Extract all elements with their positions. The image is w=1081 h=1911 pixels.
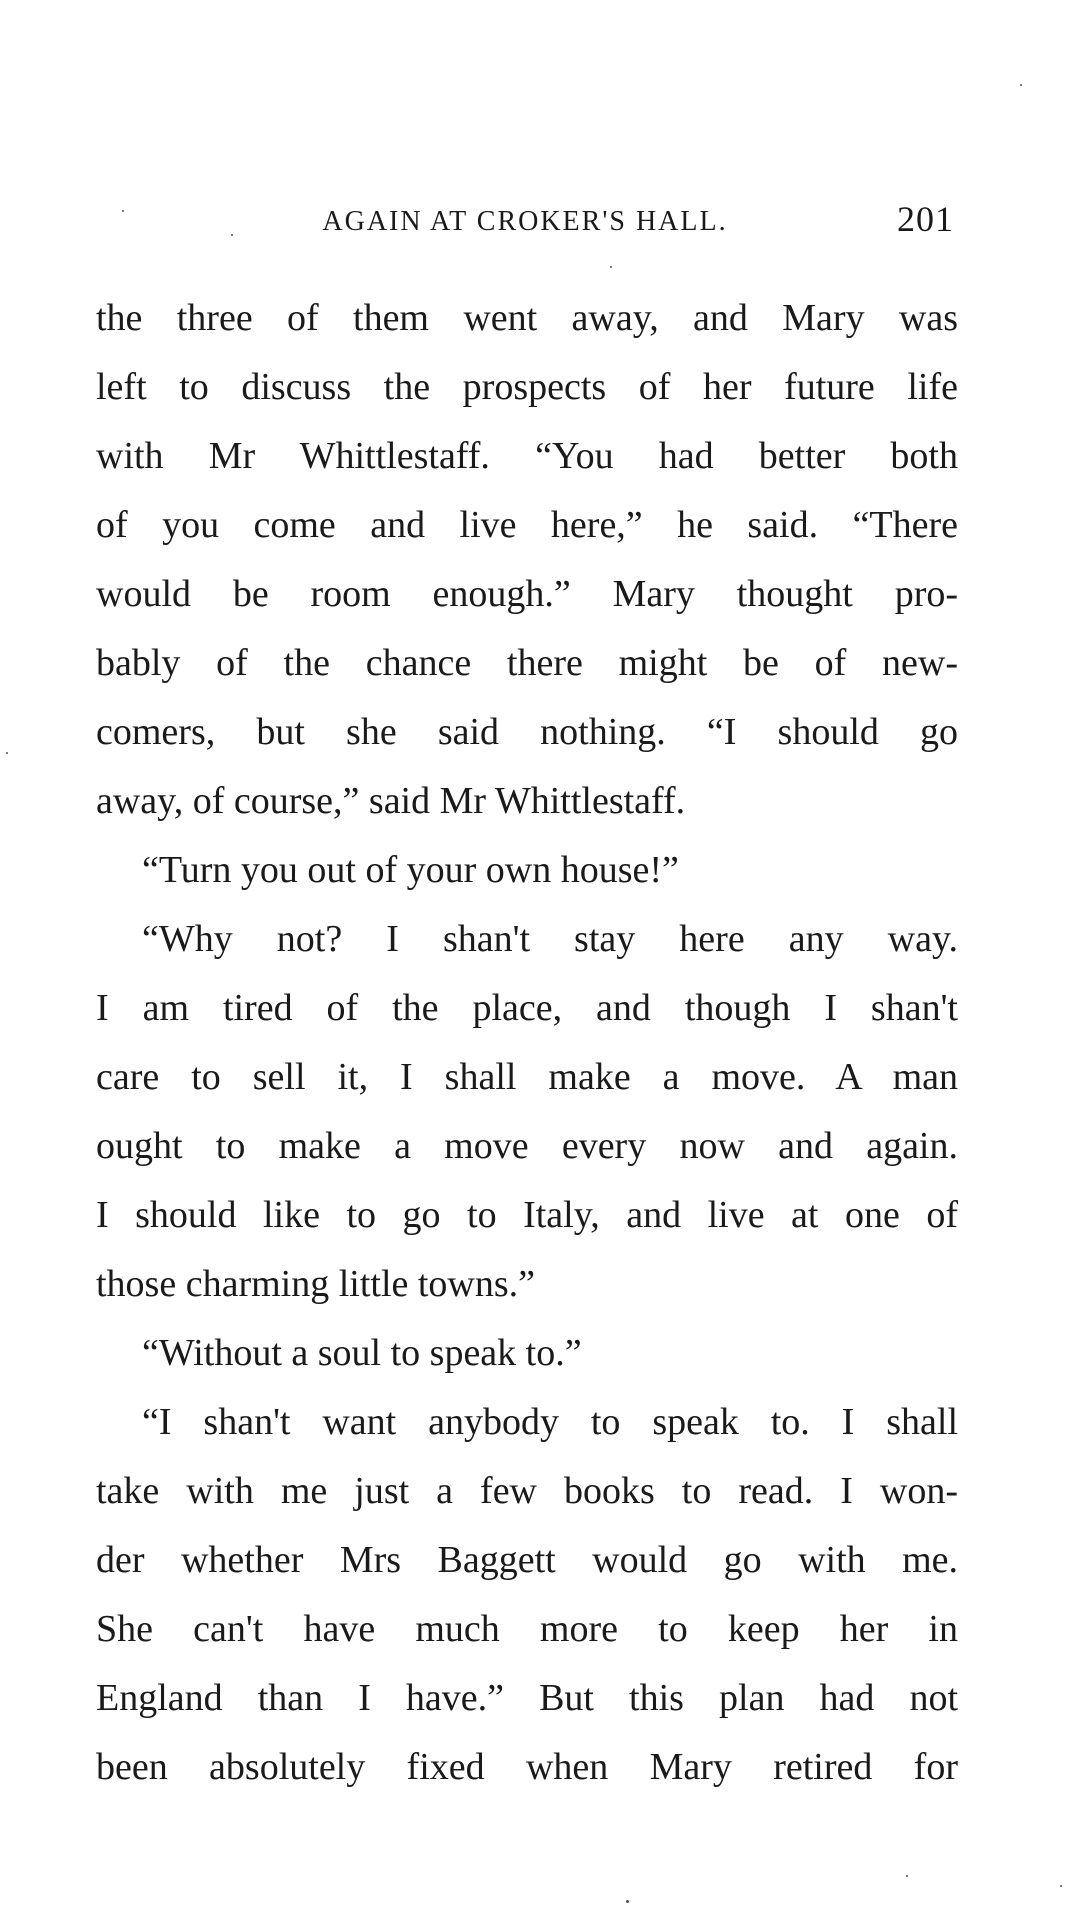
text-line: I should like to go to Italy, and live at one of bbox=[96, 1194, 958, 1236]
running-head bbox=[96, 198, 954, 248]
text-line: the three of them went away, and Mary was bbox=[96, 297, 958, 339]
text-line: “I shan't want anybody to speak to. I shall bbox=[142, 1401, 958, 1443]
text-line: take with me just a few books to read. I won- bbox=[96, 1470, 958, 1512]
text-line: comers, but she said nothing. “I should go bbox=[96, 711, 958, 753]
text-line: der whether Mrs Baggett would go with me. bbox=[96, 1539, 958, 1581]
text-line: left to discuss the prospects of her future life bbox=[96, 366, 958, 408]
text-line: ought to make a move every now and again. bbox=[96, 1125, 958, 1167]
text-line: She can't have much more to keep her in bbox=[96, 1608, 958, 1650]
text-line: England than I have.” But this plan had not bbox=[96, 1677, 958, 1719]
page-number: 201 bbox=[897, 199, 954, 239]
text-line: bably of the chance there might be of new- bbox=[96, 642, 958, 684]
text-line: of you come and live here,” he said. “There bbox=[96, 504, 958, 546]
text-line: I am tired of the place, and though I shan't bbox=[96, 987, 958, 1029]
text-line: care to sell it, I shall make a move. A man bbox=[96, 1056, 958, 1098]
body-text bbox=[96, 284, 958, 1802]
text-line: those charming little towns.” bbox=[96, 1263, 536, 1305]
text-line: with Mr Whittlestaff. “You had better both bbox=[96, 435, 958, 477]
running-title: AGAIN AT CROKER'S HALL. bbox=[322, 206, 728, 237]
text-line: would be room enough.” Mary thought pro- bbox=[96, 573, 958, 615]
text-line: been absolutely fixed when Mary retired for bbox=[96, 1746, 958, 1788]
text-line: “Why not? I shan't stay here any way. bbox=[142, 918, 958, 960]
text-line: away, of course,” said Mr Whittlestaff. bbox=[96, 780, 686, 822]
text-line: “Without a soul to speak to.” bbox=[142, 1332, 582, 1374]
text-line: “Turn you out of your own house!” bbox=[142, 849, 679, 891]
